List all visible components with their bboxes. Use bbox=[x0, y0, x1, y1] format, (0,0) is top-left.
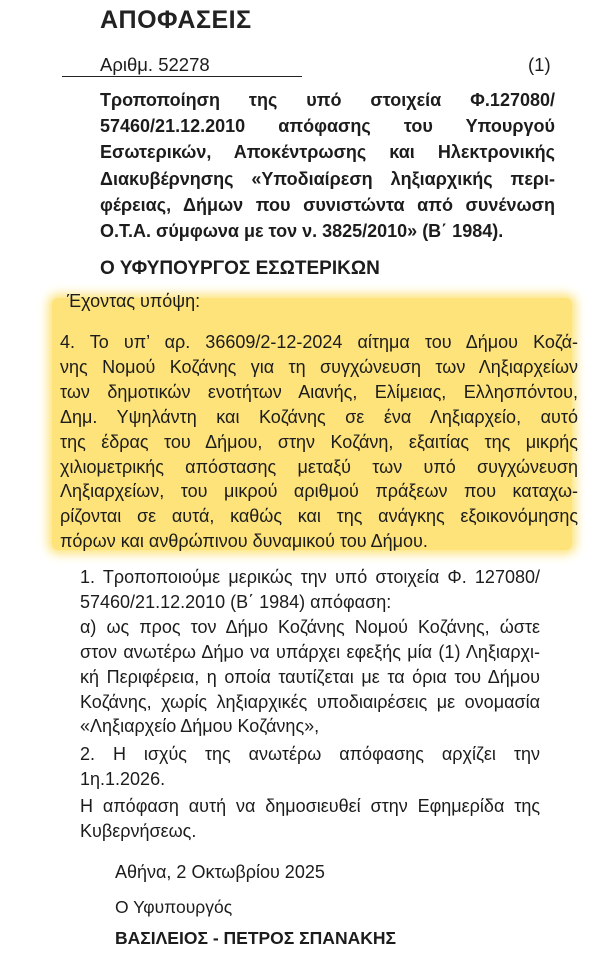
publication-clause bbox=[80, 794, 540, 844]
paragraph-line: 4. Το υπ’ αρ. 36609/2-12-2024 αίτημα του Δήμου Κοζά- bbox=[60, 332, 578, 352]
decision-number: Αριθμ. 52278 bbox=[100, 54, 210, 75]
title-line: 57460/21.12.2010 απόφασης του Υπουργού bbox=[100, 116, 555, 137]
article-2 bbox=[80, 742, 540, 792]
paragraph-line: ρίζονται σε αυτά, καθώς και της ανάγκης εξοικονόμησης bbox=[60, 506, 578, 527]
title-line: Εσωτερικών, Αποκέντρωσης και Ηλεκτρονικής bbox=[100, 142, 555, 163]
paragraph-line: των δημοτικών ενοτήτων Αιανής, Ελίμειας, Ελλησπόντου, bbox=[60, 381, 578, 402]
issuing-authority: Ο ΥΦΥΠΟΥΡΓΟΣ ΕΣΩΤΕΡΙΚΩΝ bbox=[100, 258, 380, 279]
title-line: Τροποποίηση της υπό στοιχεία Φ.127080/ bbox=[100, 90, 555, 110]
article-1 bbox=[80, 565, 540, 739]
place-date: Αθήνα, 2 Οκτωβρίου 2025 bbox=[115, 862, 325, 882]
title-line: Διακυβέρνησης «Υποδιαίρεση ληξιαρχικής περι- bbox=[100, 168, 555, 189]
decision-number-underline bbox=[62, 76, 302, 77]
paragraph-line: 2. Η ισχύς της ανωτέρω απόφασης αρχίζει την bbox=[80, 744, 540, 764]
paragraph-line: Δημ. Υψηλάντη και Κοζάνης σε ένα Ληξιαρχείο, αυτό bbox=[60, 406, 578, 427]
considering-label: Έχοντας υπόψη: bbox=[67, 291, 201, 311]
paragraph-line: α) ως προς τον Δήμο Κοζάνης Νομού Κοζάνης, ώστε bbox=[80, 616, 540, 637]
paragraph-line: Η απόφαση αυτή να δημοσιευθεί στην Εφημερίδα της bbox=[80, 796, 540, 816]
section-heading: ΑΠΟΦΑΣΕΙΣ bbox=[100, 6, 252, 34]
paragraph-line: της έδρας του Δήμου, στην Κοζάνη, εξαιτίας της μικρής bbox=[60, 431, 578, 452]
title-line: Ο.Τ.Α. σύμφωνα με τον ν. 3825/2010» (Β΄ 1984). bbox=[100, 221, 504, 242]
paragraph-line: «Ληξιαρχείο Δήμου Κοζάνης», bbox=[80, 716, 320, 737]
paragraph-line: Κοζάνης, χωρίς ληξιαρχικές υποδιαιρέσεις με ονομασία bbox=[80, 691, 540, 712]
paragraph-line: 1η.1.2026. bbox=[80, 768, 166, 789]
paragraph-line: στον ανωτέρω Δήμο να υπάρχει εφεξής μία (1) Ληξιαρχι- bbox=[80, 641, 540, 662]
signatory-name: ΒΑΣΙΛΕΙΟΣ - ΠΕΤΡΟΣ ΣΠΑΝΑΚΗΣ bbox=[115, 928, 396, 948]
page-marker: (1) bbox=[528, 54, 551, 75]
recital-paragraph-4 bbox=[60, 330, 578, 554]
paragraph-line: πόρων και ανθρώπινου δυναμικού του Δήμου. bbox=[60, 531, 428, 552]
paragraph-line: 1. Τροποποιούμε μερικώς την υπό στοιχεία Φ. 127080/ bbox=[80, 567, 540, 587]
paragraph-line: Κυβερνήσεως. bbox=[80, 820, 197, 841]
title-line: φέρειας, Δήμων που συνιστώντα από συνένωση bbox=[100, 194, 555, 215]
paragraph-line: 57460/21.12.2010 (Β΄ 1984) απόφαση: bbox=[80, 591, 392, 612]
paragraph-line: χιλιομετρικής απόστασης μεταξύ των υπό συγχώνευση bbox=[60, 456, 578, 477]
decision-title bbox=[100, 87, 555, 244]
paragraph-line: Ληξιαρχείων, του μικρού αριθμού πράξεων που καταχω- bbox=[60, 481, 578, 502]
paragraph-line: νης Νομού Κοζάνης για τη συγχώνευση των Ληξιαρχείων bbox=[60, 356, 578, 377]
paragraph-line: κή Περιφέρεια, η οποία ταυτίζεται με τα όρια του Δήμου bbox=[80, 666, 540, 687]
signatory-role: Ο Υφυπουργός bbox=[115, 897, 233, 917]
